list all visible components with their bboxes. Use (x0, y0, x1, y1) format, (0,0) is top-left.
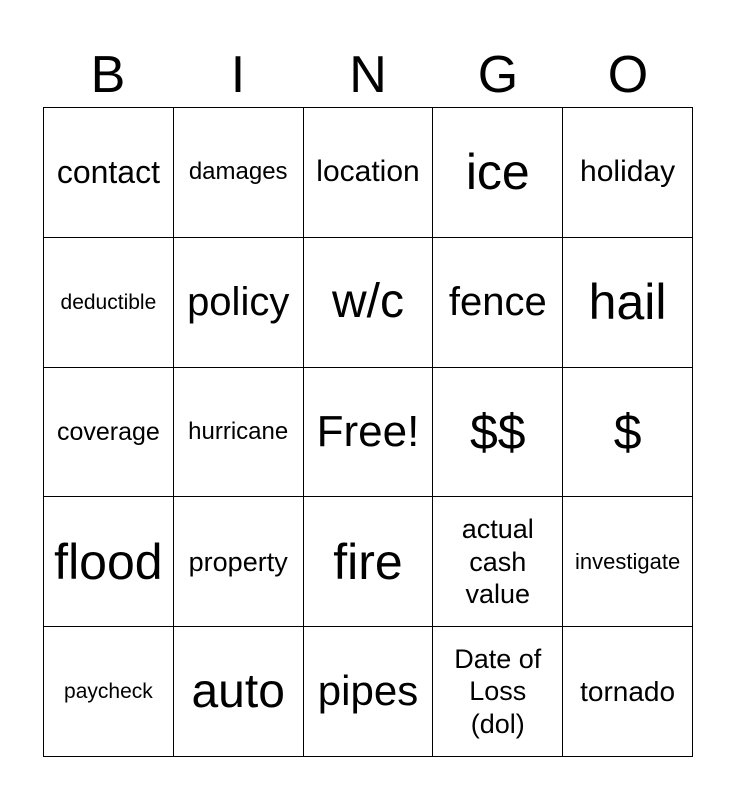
bingo-cell[interactable] (433, 627, 563, 757)
cell-text: property (188, 546, 288, 577)
cell-text: flood (54, 533, 163, 590)
cell-text: damages (188, 158, 288, 185)
cell-text: hurricane (188, 417, 289, 445)
header-letter-g: G (477, 46, 519, 104)
cell-text: holiday (580, 155, 676, 189)
cell-text: paycheck (64, 680, 153, 703)
cell-text: investigate (575, 548, 681, 574)
cell-text: $ (613, 403, 642, 460)
bingo-cell[interactable] (44, 497, 174, 627)
cell-text: actual cash value (461, 514, 534, 609)
free-space-cell[interactable] (304, 368, 434, 498)
cell-text: fence (448, 280, 547, 325)
cell-text: coverage (56, 417, 160, 446)
bingo-cell[interactable] (563, 108, 693, 238)
header-letter-o: O (607, 46, 649, 104)
header-letter-i: I (230, 46, 246, 104)
bingo-cell[interactable] (44, 368, 174, 498)
free-space-text: Free! (316, 406, 420, 456)
bingo-cell[interactable] (304, 497, 434, 627)
cell-text: ice (465, 144, 530, 201)
cell-text: location (316, 155, 420, 189)
bingo-cell[interactable] (174, 627, 304, 757)
bingo-cell[interactable] (433, 108, 563, 238)
cell-text: deductible (60, 290, 157, 314)
cell-text: $$ (469, 403, 526, 460)
bingo-cell[interactable] (44, 627, 174, 757)
cell-text: hail (588, 274, 667, 331)
bingo-cell[interactable] (44, 238, 174, 368)
bingo-cell[interactable] (563, 497, 693, 627)
bingo-cell[interactable] (44, 108, 174, 238)
cell-text: w/c (331, 275, 404, 329)
bingo-cell[interactable] (563, 627, 693, 757)
bingo-cell[interactable] (304, 108, 434, 238)
bingo-cell[interactable] (433, 497, 563, 627)
cell-text: tornado (580, 675, 676, 707)
bingo-cell[interactable] (563, 368, 693, 498)
header-letter-b: B (90, 46, 126, 104)
bingo-cell[interactable] (563, 238, 693, 368)
bingo-board (43, 107, 693, 757)
bingo-cell[interactable] (433, 238, 563, 368)
bingo-cell[interactable] (174, 238, 304, 368)
cell-text: fire (333, 533, 403, 590)
cell-text: contact (56, 154, 160, 191)
bingo-cell[interactable] (174, 108, 304, 238)
cell-text: auto (191, 664, 285, 718)
cell-text: Date of Loss (dol) (454, 644, 542, 739)
cell-text: pipes (317, 667, 419, 715)
bingo-cell[interactable] (174, 497, 304, 627)
bingo-cell[interactable] (304, 627, 434, 757)
bingo-cell[interactable] (174, 368, 304, 498)
header-letter-n: N (349, 46, 387, 104)
bingo-cell[interactable] (304, 238, 434, 368)
bingo-cell[interactable] (433, 368, 563, 498)
bingo-header (43, 44, 693, 106)
cell-text: policy (187, 280, 290, 325)
